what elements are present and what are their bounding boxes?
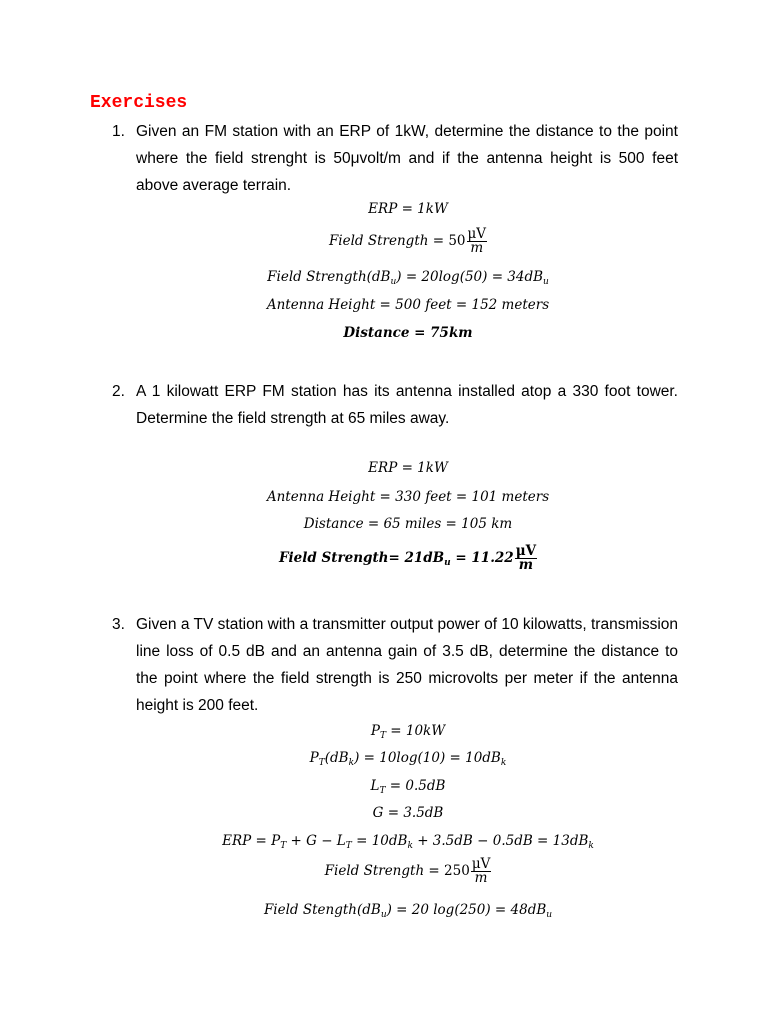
section-heading: Exercises: [90, 93, 188, 113]
exercise-1: [112, 118, 678, 199]
equation-result: Field Strength= $21dB_u = 11.22$ $\frac{\mu V}{m}$: [278, 543, 537, 573]
fraction: $\frac{\mu V}{m}$: [467, 226, 487, 256]
equation: Antenna Height = 330 feet = 101 meters: [266, 489, 550, 505]
equation: ERP = 1kW: [368, 460, 448, 476]
exercise-number: 2.: [112, 383, 125, 400]
equation: Field Strength = 250 $\frac{\mu V}{m}$: [324, 856, 491, 886]
exercise-number: 3.: [112, 616, 125, 633]
exercise-text: Given an FM station with an ERP of 1kW, determine the distance to the point where the field strenght is 50μvolt/m and if the antenna height is 500 feet above average terrain.: [136, 123, 678, 194]
equation: ERP = 1kW: [368, 201, 448, 217]
equation: Field $Strength(dB_u) = 20\log(50) = 34dB_u$: [267, 269, 549, 287]
exercise-text: A 1 kilowatt ERP FM station has its antenna installed atop a 330 foot tower. Determine the field strength at 65 miles away.: [136, 383, 678, 427]
equation: ERP = $P_T + G - L_T = 10dB_k + 3.5dB - 0.5dB = 13dB_k$: [222, 833, 594, 851]
exercise-3: [112, 611, 678, 719]
exercise-number: 1.: [112, 123, 125, 140]
equation: $L_T = 0.5dB$: [370, 778, 446, 796]
equation: Distance = 65 miles = 105 km: [303, 516, 513, 532]
equation: G = 3.5dB: [372, 805, 444, 821]
equation-result: Distance = 75km: [343, 325, 473, 341]
equation: $P_T(dB_k) = 10\log(10) = 10dB_k$: [309, 750, 507, 768]
equation: Field $Stength(dB_u) = 20$ $\log(250) = 48dB_u$: [263, 902, 553, 920]
fraction: $\frac{\mu V}{m}$: [471, 856, 491, 886]
exercise-2: [112, 378, 678, 432]
equation: $P_T = 10kW$: [370, 723, 446, 741]
equation: Antenna Height = 500 feet = 152 meters: [266, 297, 550, 313]
equation: Field Strength = 50 $\frac{\mu V}{m}$: [328, 226, 487, 256]
fraction: $\frac{\mu V}{m}$: [515, 543, 537, 573]
exercise-text: Given a TV station with a transmitter output power of 10 kilowatts, transmission line loss of 0.5 dB and an antenna gain of 3.5 dB, determine the distance to the point where the field strength is 250 microvolts per meter if the antenna height is 200 feet.: [136, 616, 678, 714]
